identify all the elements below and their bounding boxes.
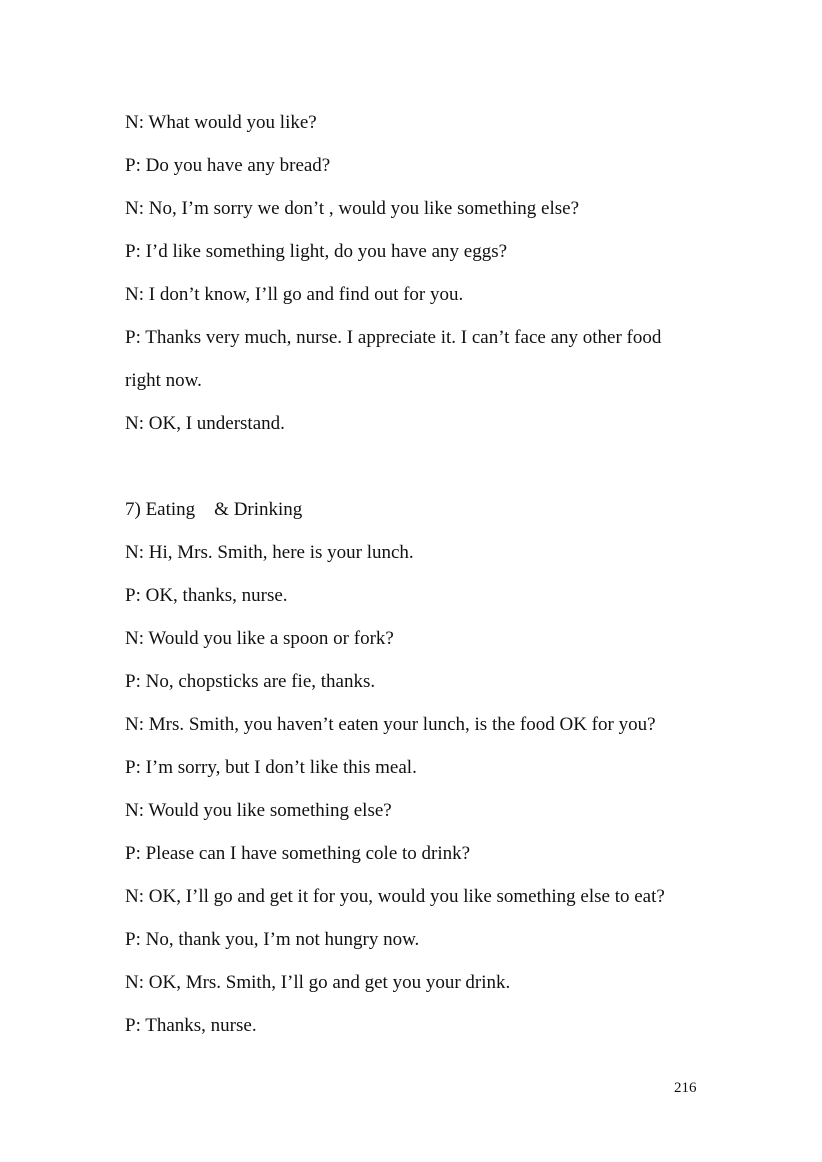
dialogue-line: P: Thanks very much, nurse. I appreciate it. I can’t face any other food <box>125 327 662 348</box>
dialogue-line: P: No, chopsticks are fie, thanks. <box>125 671 376 692</box>
dialogue-line: N: Would you like a spoon or fork? <box>125 628 394 649</box>
dialogue-line: N: Hi, Mrs. Smith, here is your lunch. <box>125 542 414 563</box>
dialogue-line: P: Please can I have something cole to drink? <box>125 843 471 864</box>
dialogue-line-continuation: right now. <box>125 370 202 391</box>
dialogue-line: N: OK, I understand. <box>125 413 285 434</box>
dialogue-line: P: No, thank you, I’m not hungry now. <box>125 929 420 950</box>
dialogue-line: P: I’m sorry, but I don’t like this meal. <box>125 757 417 778</box>
section-heading: 7) Eating & Drinking <box>125 499 303 520</box>
dialogue-line: N: No, I’m sorry we don’t , would you like something else? <box>125 198 579 219</box>
dialogue-line: P: I’d like something light, do you have any eggs? <box>125 241 508 262</box>
dialogue-line: P: Thanks, nurse. <box>125 1015 257 1036</box>
dialogue-line: P: Do you have any bread? <box>125 155 331 176</box>
dialogue-line: N: I don’t know, I’ll go and find out for you. <box>125 284 464 305</box>
dialogue-line: N: OK, Mrs. Smith, I’ll go and get you your drink. <box>125 972 511 993</box>
dialogue-line: N: What would you like? <box>125 112 317 133</box>
page-number: 216 <box>674 1080 697 1096</box>
dialogue-line: N: Mrs. Smith, you haven’t eaten your lunch, is the food OK for you? <box>125 714 656 735</box>
dialogue-line: N: Would you like something else? <box>125 800 392 821</box>
dialogue-line: P: OK, thanks, nurse. <box>125 585 288 606</box>
dialogue-line: N: OK, I’ll go and get it for you, would you like something else to eat? <box>125 886 665 907</box>
